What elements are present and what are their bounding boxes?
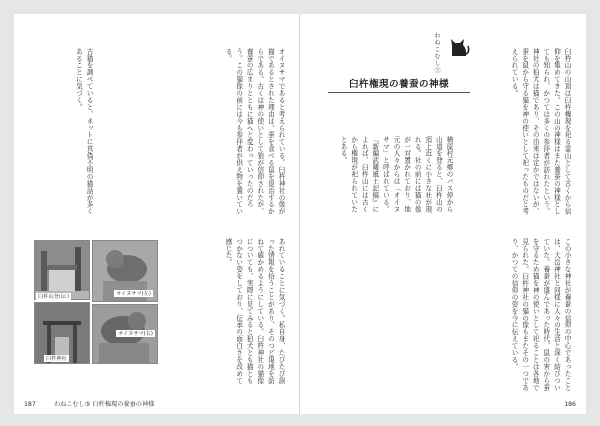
title-rule	[328, 92, 470, 93]
left-page-number: 187	[24, 401, 36, 408]
footer-series: わねこむし⑤	[54, 401, 91, 408]
left-body-bottom: あれていることに気づく。私自身、たびたび誤った情報を拾うことがあり、そのつど現地を訪ねて確かめるようにしている。臼杵神社の猫像についても、実際に見てみると狛犬とも猫ともつかない姿をしており、伝承の面白さを改めて感じた。	[224, 238, 285, 384]
right-page-number: 186	[564, 401, 576, 408]
left-body-top: オイヌサマであると考えられている。臼杵神社の像が猫であるとされた理由は、蚕を食べる鼠を退治するからである。古くは神の使いとして狼が信仰されたが、養蚕の広まりとともに猫へと変わっていったのだろう。この猫像の前には今も参拝者が供え物を置いている。	[224, 48, 285, 215]
caption-shrine: 臼杵山登山口	[38, 294, 70, 300]
torii-photo-image	[35, 303, 89, 363]
right-body-top-left: 檜原村元郷のバス停から山道を登ると、臼杵山の頂上近くに小さな社が現れる。社の前には猫の像が一対置かれており、地元の人々からは「オイヌサマ」と呼ばれている。『新編武蔵風土記稿』によれば、臼杵山には古くから権現が祀られていたとある。	[339, 136, 453, 213]
left-body-top-extra: 古猫を調べていると、ネットに真偽不明の猫話が多くあることに気づく。	[74, 48, 93, 215]
caption-statue-left: オイヌサマ(左)	[116, 291, 151, 297]
series-label: わねこむし⑤	[433, 32, 440, 74]
footer-title: 臼杵権現の養蚕の神様	[92, 401, 155, 408]
left-footer	[54, 399, 154, 408]
photo-shrine	[34, 240, 90, 300]
left-page	[14, 14, 300, 414]
right-body-top-right: 臼杵山の山頂は臼杵権現を祀る霊山として古くから信仰を集めてきた。この山の神様はまた養蚕の神様としても知られ、かつては多くの参拝者が訪れたという。神社の狛犬は猫であり、その由来は定かではないが、蚕を鼠から守る猫を神の使いとして祀ったものだと考えられている。	[510, 48, 571, 215]
caption-statue-right: オイヌサマ(右)	[118, 331, 153, 337]
title-block	[324, 32, 474, 112]
right-page	[300, 14, 586, 414]
shrine-photo-image	[35, 241, 89, 299]
caption-torii: 臼杵神社	[46, 356, 67, 362]
cat-icon	[448, 36, 470, 58]
right-body-bottom: この小さな神社が養蚕の信仰の中心であったことは、大岳神社と同様に人々の生活と深く結びついていた。養蚕が盛んであった時代、鼠の害から蚕を守るため猫を神の使いとして祀ることは各地で見られた。臼杵神社の猫の像もまたその一つであり、かつての信仰の姿を今に伝えている。	[510, 238, 571, 391]
page-title: 臼杵権現の養蚕の神様	[349, 79, 449, 90]
